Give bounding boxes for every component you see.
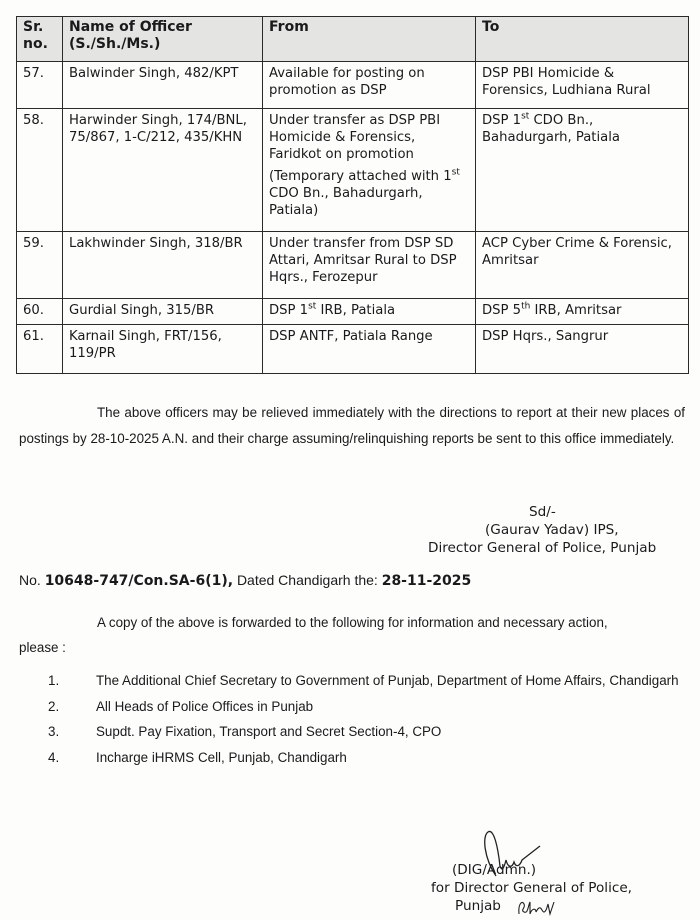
to-text: DSP 1 — [482, 113, 522, 128]
second-signatory-designation: (DIG/Admn.) — [452, 862, 537, 878]
header-from: From — [263, 17, 476, 62]
cell-sr: 57. — [17, 62, 63, 109]
cell-to — [476, 109, 689, 232]
table-row — [17, 299, 689, 325]
copy-recipient-list — [48, 668, 688, 770]
cell-name: Lakhwinder Singh, 318/BR — [63, 232, 263, 299]
list-text: Supdt. Pay Fixation, Transport and Secret Section-4, CPO — [96, 724, 442, 739]
copy-paragraph — [19, 610, 685, 636]
header-to: To — [476, 17, 689, 62]
table-row — [17, 109, 689, 232]
to-text: IRB, Amritsar — [530, 303, 622, 318]
signed-mark: Sd/- — [529, 504, 556, 520]
to-text: DSP 5 — [482, 303, 522, 318]
list-item — [48, 694, 688, 720]
ordinal-sup: st — [521, 111, 530, 122]
cell-from — [263, 299, 476, 325]
header-sr-no — [17, 17, 63, 62]
to-text: CDO Bn., Bahadurgarh, Patiala — [482, 113, 620, 145]
from-text: DSP 1 — [269, 303, 309, 318]
second-signatory-for-line: for Director General of Police, — [431, 880, 632, 896]
cell-name: Balwinder Singh, 482/KPT — [63, 62, 263, 109]
table-row — [17, 62, 689, 109]
endorsement-line — [19, 572, 471, 589]
list-item — [48, 719, 688, 745]
relieving-text: The above officers may be relieved immediately with the directions to report at their new places of postings by 28-10-2025 A.N. and their charge assuming/relinquishing reports be sent to this office immediately. — [19, 405, 685, 446]
second-signatory-state: Punjab — [455, 898, 501, 914]
endorsement-no-label: No. — [19, 572, 41, 588]
cell-sr: 58. — [17, 109, 63, 232]
table-header-row — [17, 17, 689, 62]
ordinal-sup: st — [308, 301, 317, 312]
cell-name: Gurdial Singh, 315/BR — [63, 299, 263, 325]
header-sr-line2: no. — [23, 36, 48, 52]
cell-sr: 61. — [17, 325, 63, 374]
cell-to: DSP Hqrs., Sangrur — [476, 325, 689, 374]
signatory-designation: Director General of Police, Punjab — [428, 540, 657, 556]
signatory-name: (Gaurav Yadav) IPS, — [485, 522, 619, 538]
list-number: 4. — [48, 749, 60, 765]
ordinal-sup: st — [451, 167, 460, 178]
from-note-text: CDO Bn., Bahadurgarh, Patiala) — [269, 186, 423, 218]
list-number: 1. — [48, 673, 60, 688]
cell-to — [476, 299, 689, 325]
cell-from: DSP ANTF, Patiala Range — [263, 325, 476, 374]
header-sr-line1: Sr. — [23, 19, 44, 35]
postings-table — [16, 16, 689, 374]
cell-from — [263, 109, 476, 232]
cell-name: Harwinder Singh, 174/BNL, 75/867, 1-C/212, 435/KHN — [63, 109, 263, 232]
copy-paragraph-please: please : — [19, 640, 66, 655]
header-name-line1: Name of Officer — [69, 19, 192, 35]
header-name-of-officer — [63, 17, 263, 62]
cell-name: Karnail Singh, FRT/156, 119/PR — [63, 325, 263, 374]
from-note — [269, 168, 469, 219]
list-item — [48, 668, 688, 694]
cell-from: Under transfer from DSP SD Attari, Amritsar Rural to DSP Hqrs., Ferozepur — [263, 232, 476, 299]
handwritten-initials-icon — [516, 896, 556, 918]
from-text: IRB, Patiala — [316, 303, 396, 318]
table-row — [17, 232, 689, 299]
list-number: 2. — [48, 698, 60, 714]
cell-from: Available for posting on promotion as DSP — [263, 62, 476, 109]
cell-sr: 59. — [17, 232, 63, 299]
cell-to: ACP Cyber Crime & Forensic, Amritsar — [476, 232, 689, 299]
cell-sr: 60. — [17, 299, 63, 325]
list-text: All Heads of Police Offices in Punjab — [96, 698, 314, 714]
cell-to: DSP PBI Homicide & Forensics, Ludhiana Rural — [476, 62, 689, 109]
copy-paragraph-text: A copy of the above is forwarded to the following for information and necessary action, — [97, 615, 608, 630]
list-text: The Additional Chief Secretary to Government of Punjab, Department of Home Affairs, Chandigarh — [96, 673, 679, 688]
list-text: Incharge iHRMS Cell, Punjab, Chandigarh — [96, 749, 347, 765]
endorsement-dated-label: Dated Chandigarh the: — [236, 572, 378, 588]
list-item — [48, 745, 688, 771]
table-row — [17, 325, 689, 374]
ordinal-sup: th — [521, 301, 531, 312]
from-main: Under transfer as DSP PBI Homicide & Forensics, Faridkot on promotion — [269, 113, 441, 162]
endorsement-number: 10648-747/Con.SA-6(1), — [44, 573, 234, 589]
from-note-text: (Temporary attached with 1 — [269, 169, 452, 184]
header-name-line2: (S./Sh./Ms.) — [69, 36, 161, 52]
list-number: 3. — [48, 724, 60, 739]
endorsement-date: 28-11-2025 — [381, 573, 472, 589]
relieving-paragraph — [19, 400, 685, 451]
